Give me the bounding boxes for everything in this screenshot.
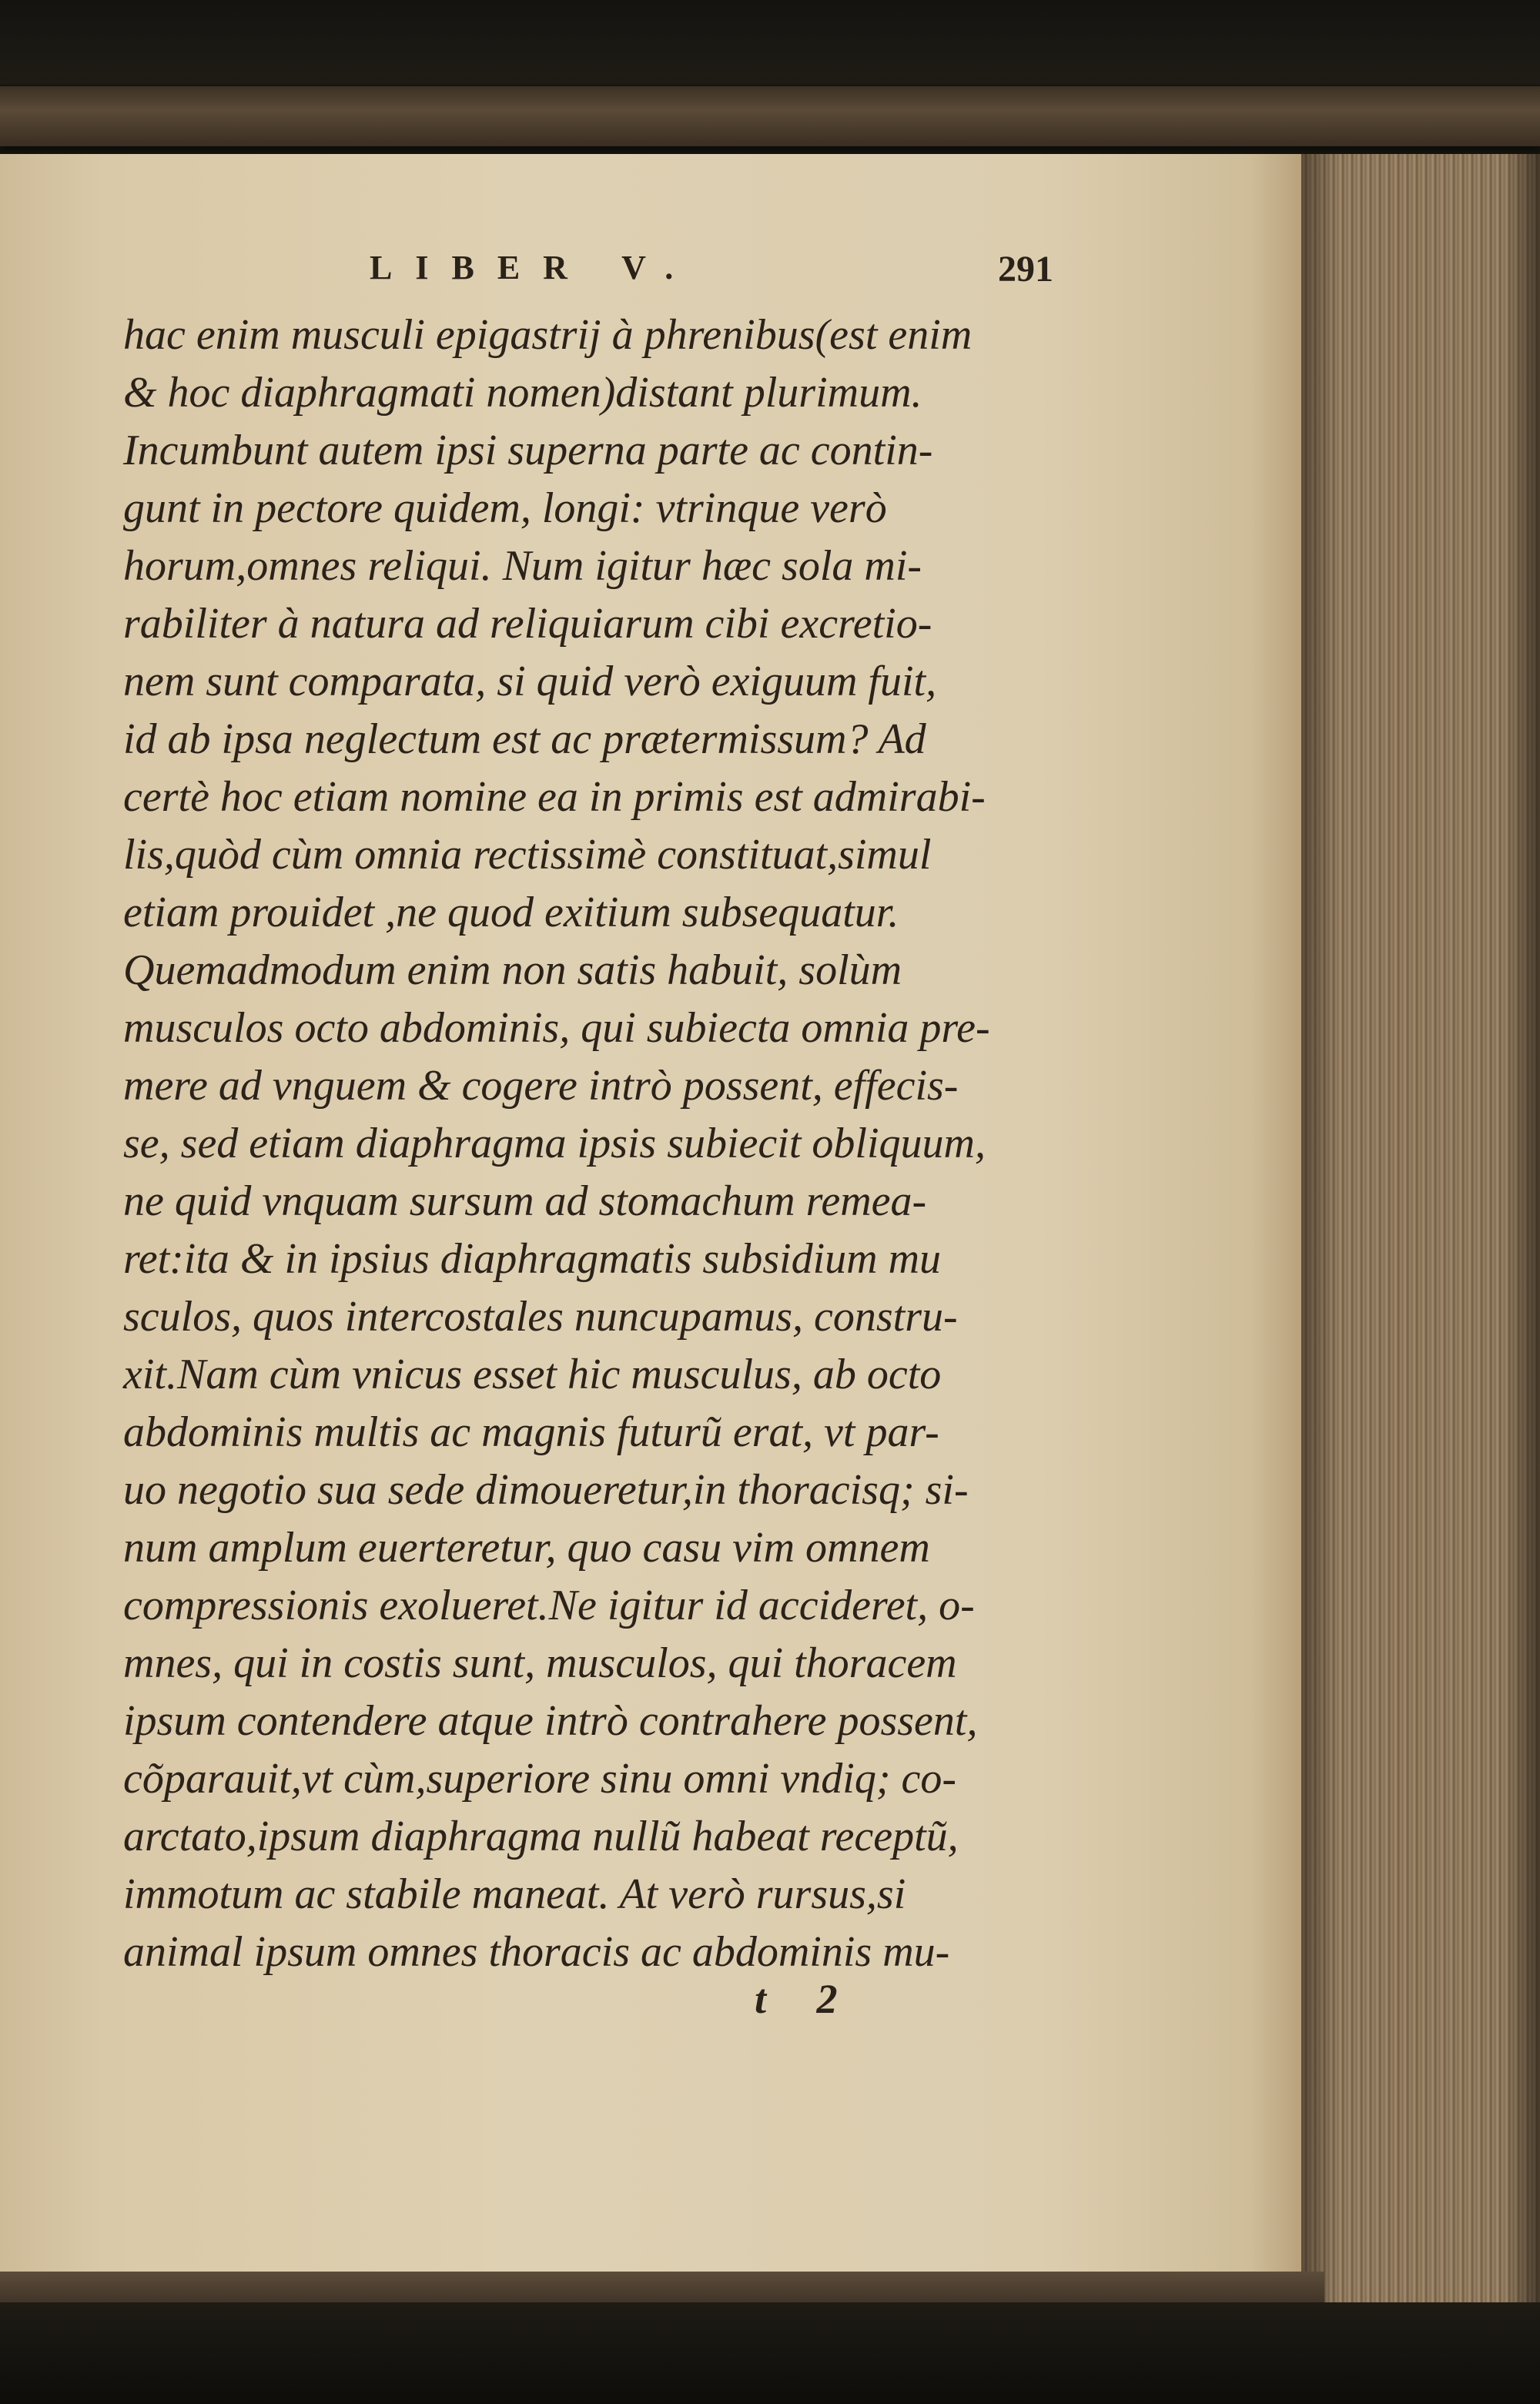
text-line: horum,omnes reliqui. Num igitur hæc sola mi- (123, 542, 922, 590)
text-line: rabiliter à natura ad reliquiarum cibi excretio- (123, 600, 932, 648)
table-background-bottom (0, 2302, 1540, 2404)
text-line: & hoc diaphragmati nomen)distant plurimum. (123, 369, 922, 417)
text-line: lis,quòd cùm omnia rectissimè constituat,simul (123, 831, 932, 879)
table-background-top (0, 0, 1540, 85)
text-line: se, sed etiam diaphragma ipsis subiecit obliquum, (123, 1120, 986, 1167)
text-line: Incumbunt autem ipsi superna parte ac contin- (123, 427, 933, 474)
body-text (123, 306, 1032, 1981)
text-line: immotum ac stabile maneat. At verò rursus,si (123, 1870, 906, 1918)
text-line: Quemadmodum enim non satis habuit, solùm (123, 946, 902, 994)
text-line: musculos octo abdominis, qui subiecta omnia pre- (123, 1004, 990, 1052)
text-line: animal ipsum omnes thoracis ac abdominis mu- (123, 1928, 950, 1976)
text-line: mnes, qui in costis sunt, musculos, qui thoracem (123, 1639, 957, 1687)
text-line: ipsum contendere atque intrò contrahere possent, (123, 1697, 978, 1745)
text-line: nem sunt comparata, si quid verò exiguum fuit, (123, 658, 937, 705)
text-line: ret:ita & in ipsius diaphragmatis subsidium mu (123, 1235, 942, 1283)
text-line: cõparauit,vt cùm,superiore sinu omni vndiq; co- (123, 1755, 956, 1803)
text-line: arctato,ipsum diaphragma nullũ habeat receptũ, (123, 1813, 959, 1860)
text-line: uo negotio sua sede dimoueretur,in thoracisq; si- (123, 1466, 969, 1514)
text-line: id ab ipsa neglectum est ac prætermissum? Ad (123, 715, 926, 763)
text-line: ne quid vnquam sursum ad stomachum remea- (123, 1177, 927, 1225)
book-cover-top-edge (0, 86, 1540, 146)
text-line: abdominis multis ac magnis futurũ erat, vt par- (123, 1408, 939, 1456)
page-number: 291 (998, 249, 1053, 290)
text-line: mere ad vnguem & cogere intrò possent, effecis- (123, 1062, 959, 1110)
text-line: hac enim musculi epigastrij à phrenibus(est enim (123, 311, 973, 359)
page-header (370, 248, 1063, 302)
text-line: gunt in pectore quidem, longi: vtrinque verò (123, 484, 887, 532)
text-line: xit.Nam cùm vnicus esset hic musculus, ab octo (123, 1351, 942, 1398)
running-title: LIBER V. (370, 249, 697, 286)
text-line: etiam prouidet ,ne quod exitium subsequatur. (123, 889, 899, 936)
text-line: num amplum euerteretur, quo casu vim omnem (123, 1524, 930, 1572)
signature-mark: t 2 (755, 1976, 858, 2022)
page-block-edges (1301, 154, 1540, 2302)
text-line: sculos, quos intercostales nuncupamus, constru- (123, 1293, 958, 1341)
text-line: compressionis exolueret.Ne igitur id accideret, o- (123, 1582, 975, 1629)
text-line: certè hoc etiam nomine ea in primis est admirabi- (123, 773, 986, 821)
